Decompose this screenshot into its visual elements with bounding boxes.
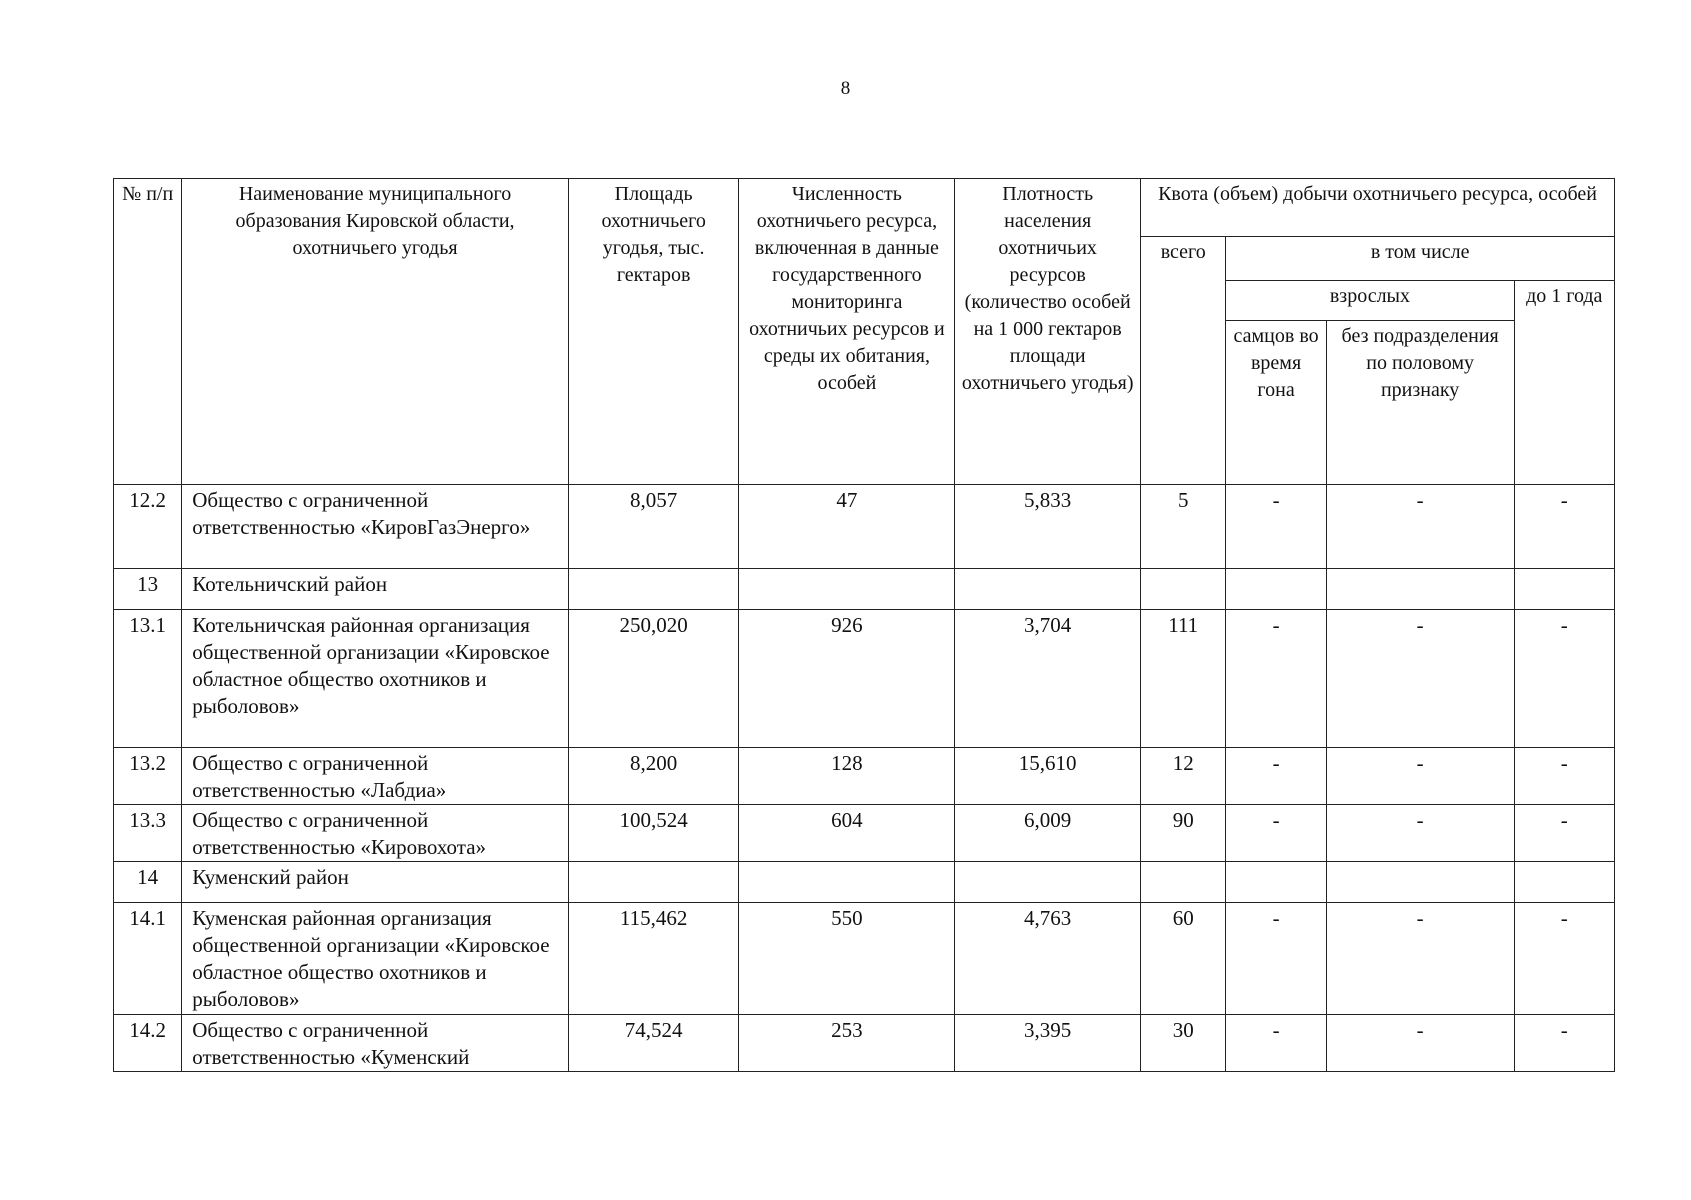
cell-name: Куменский район bbox=[182, 862, 569, 903]
cell-density bbox=[955, 862, 1141, 903]
cell-nosex: - bbox=[1326, 485, 1514, 569]
cell-area: 8,200 bbox=[568, 748, 739, 805]
cell-males: - bbox=[1226, 903, 1326, 1015]
cell-name: Котельничская районная организация общественной организации «Кировское областное общество охотников и рыболовов» bbox=[182, 610, 569, 748]
table-row bbox=[114, 485, 1615, 569]
cell-density: 6,009 bbox=[955, 805, 1141, 862]
cell-total: 30 bbox=[1141, 1015, 1226, 1072]
table-row bbox=[114, 748, 1615, 805]
cell-name: Куменская районная организация общественной организации «Кировское областное общество охотников и рыболовов» bbox=[182, 903, 569, 1015]
cell-count: 926 bbox=[739, 610, 955, 748]
cell-total: 5 bbox=[1141, 485, 1226, 569]
header-including: в том числе bbox=[1226, 237, 1615, 281]
cell-num: 14.1 bbox=[114, 903, 182, 1015]
header-total: всего bbox=[1141, 237, 1226, 485]
cell-males bbox=[1226, 862, 1326, 903]
header-density: Плотность населения охотничьих ресурсов (количество особей на 1 000 гектаров площади охотничьего угодья) bbox=[955, 179, 1141, 485]
cell-area: 8,057 bbox=[568, 485, 739, 569]
table-body bbox=[114, 485, 1615, 1072]
header-males-rut: самцов во время гона bbox=[1226, 321, 1326, 485]
cell-num: 13 bbox=[114, 569, 182, 610]
table-row bbox=[114, 862, 1615, 903]
cell-under1: - bbox=[1514, 903, 1615, 1015]
cell-males: - bbox=[1226, 748, 1326, 805]
cell-density: 5,833 bbox=[955, 485, 1141, 569]
table-row bbox=[114, 903, 1615, 1015]
cell-name: Общество с ограниченной ответственностью «Кировохота» bbox=[182, 805, 569, 862]
cell-total: 60 bbox=[1141, 903, 1226, 1015]
cell-area: 74,524 bbox=[568, 1015, 739, 1072]
cell-density bbox=[955, 569, 1141, 610]
cell-count bbox=[739, 862, 955, 903]
cell-num: 14 bbox=[114, 862, 182, 903]
cell-area bbox=[568, 862, 739, 903]
table-row bbox=[114, 610, 1615, 748]
cell-count: 550 bbox=[739, 903, 955, 1015]
table-row bbox=[114, 805, 1615, 862]
cell-under1 bbox=[1514, 862, 1615, 903]
cell-under1: - bbox=[1514, 1015, 1615, 1072]
table-header bbox=[114, 179, 1615, 485]
table-row bbox=[114, 569, 1615, 610]
header-quota: Квота (объем) добычи охотничьего ресурса, особей bbox=[1141, 179, 1615, 237]
cell-name: Котельничский район bbox=[182, 569, 569, 610]
header-area: Площадь охотничьего угодья, тыс. гектаров bbox=[568, 179, 739, 485]
table-row bbox=[114, 1015, 1615, 1072]
cell-nosex: - bbox=[1326, 748, 1514, 805]
cell-under1: - bbox=[1514, 805, 1615, 862]
cell-density: 15,610 bbox=[955, 748, 1141, 805]
page-number: 8 bbox=[840, 78, 851, 99]
cell-total: 90 bbox=[1141, 805, 1226, 862]
cell-num: 13.1 bbox=[114, 610, 182, 748]
cell-num: 13.3 bbox=[114, 805, 182, 862]
cell-name: Общество с ограниченной ответственностью «Лабдиа» bbox=[182, 748, 569, 805]
cell-males: - bbox=[1226, 805, 1326, 862]
cell-density: 3,704 bbox=[955, 610, 1141, 748]
cell-nosex: - bbox=[1326, 903, 1514, 1015]
header-under1: до 1 года bbox=[1514, 281, 1615, 485]
cell-nosex bbox=[1326, 862, 1514, 903]
cell-total: 111 bbox=[1141, 610, 1226, 748]
cell-density: 3,395 bbox=[955, 1015, 1141, 1072]
cell-area bbox=[568, 569, 739, 610]
cell-count: 253 bbox=[739, 1015, 955, 1072]
cell-males: - bbox=[1226, 485, 1326, 569]
cell-count: 128 bbox=[739, 748, 955, 805]
cell-under1 bbox=[1514, 569, 1615, 610]
cell-name: Общество с ограниченной ответственностью «КировГазЭнерго» bbox=[182, 485, 569, 569]
cell-num: 13.2 bbox=[114, 748, 182, 805]
cell-count bbox=[739, 569, 955, 610]
header-count: Численность охотничьего ресурса, включенная в данные государственного мониторинга охотничьих ресурсов и среды их обитания, особей bbox=[739, 179, 955, 485]
cell-nosex bbox=[1326, 569, 1514, 610]
cell-area: 115,462 bbox=[568, 903, 739, 1015]
cell-count: 47 bbox=[739, 485, 955, 569]
cell-males bbox=[1226, 569, 1326, 610]
header-num: № п/п bbox=[114, 179, 182, 485]
cell-num: 12.2 bbox=[114, 485, 182, 569]
header-adults: взрослых bbox=[1226, 281, 1514, 321]
cell-total bbox=[1141, 862, 1226, 903]
cell-nosex: - bbox=[1326, 1015, 1514, 1072]
cell-total bbox=[1141, 569, 1226, 610]
header-name: Наименование муниципального образования Кировской области, охотничьего угодья bbox=[182, 179, 569, 485]
cell-name: Общество с ограниченной ответственностью «Куменский bbox=[182, 1015, 569, 1072]
cell-nosex: - bbox=[1326, 805, 1514, 862]
cell-num: 14.2 bbox=[114, 1015, 182, 1072]
header-no-sex: без подразделения по половому признаку bbox=[1326, 321, 1514, 485]
cell-total: 12 bbox=[1141, 748, 1226, 805]
cell-males: - bbox=[1226, 1015, 1326, 1072]
cell-count: 604 bbox=[739, 805, 955, 862]
quota-table bbox=[113, 178, 1615, 1072]
cell-area: 250,020 bbox=[568, 610, 739, 748]
cell-density: 4,763 bbox=[955, 903, 1141, 1015]
cell-under1: - bbox=[1514, 485, 1615, 569]
cell-under1: - bbox=[1514, 748, 1615, 805]
cell-under1: - bbox=[1514, 610, 1615, 748]
cell-nosex: - bbox=[1326, 610, 1514, 748]
cell-area: 100,524 bbox=[568, 805, 739, 862]
cell-males: - bbox=[1226, 610, 1326, 748]
